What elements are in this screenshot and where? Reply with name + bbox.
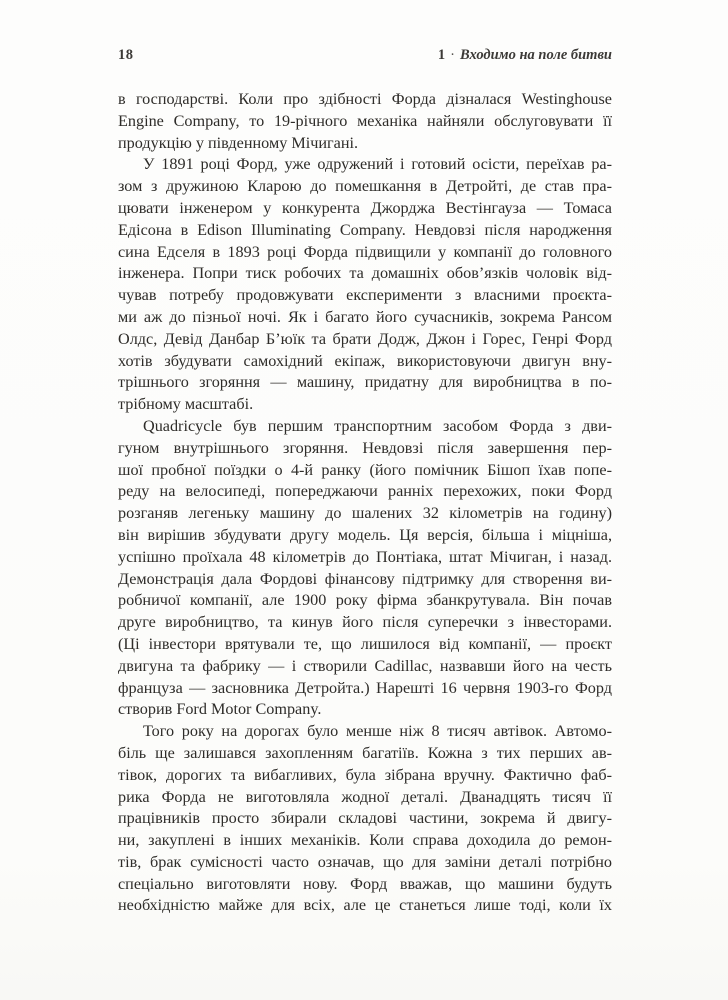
text-line: робничої компанії, але 1900 року фірма збанкрутувала. Він почав xyxy=(118,591,612,610)
text-line: Олдс, Девід Данбар Б’юїк та брати Додж, Джон і Горес, Генрі Форд xyxy=(118,329,612,348)
page-body xyxy=(118,89,612,917)
text-line: розганяв легеньку машину до шалених 32 кілометрів на годину) xyxy=(118,504,612,523)
paragraph xyxy=(118,721,612,917)
text-line: Того року на дорогах було менше ніж 8 тисяч автівок. Автомо- xyxy=(143,722,612,741)
text-line: він вирішив збудувати другу модель. Ця версія, більша і міцніша, xyxy=(118,525,612,544)
paragraph xyxy=(118,154,612,416)
text-line: хотів збудувати самохідний екіпаж, використовуючи двигун вну- xyxy=(118,351,612,370)
text-line: друге виробництво, та кинув його після суперечки з інвесторами. xyxy=(118,613,612,632)
text-line: чував потребу продовжувати експерименти з власними проєкта- xyxy=(118,286,612,305)
text-line: створив Ford Motor Company. xyxy=(118,700,322,719)
text-line: реду на велосипеді, попереджаючи ранніх перехожих, поки Форд xyxy=(118,482,612,501)
text-line: біль ще залишався захопленням багатіїв. Кожна з тих перших ав- xyxy=(118,743,612,762)
text-line: ни, закуплені в інших механіків. Коли справа доходила до ремон- xyxy=(118,831,612,850)
text-line: інженера. Попри тиск робочих та домашніх обов’язків чоловік від- xyxy=(118,264,612,283)
text-line: цювати інженером у конкурента Джорджа Вестінгауза — Томаса xyxy=(118,198,612,217)
running-header xyxy=(118,47,612,64)
text-line: працівників просто збирали складові частини, зокрема й двигу- xyxy=(118,809,612,828)
text-line: француза — засновника Детройта.) Нарешті 16 червня 1903-го Форд xyxy=(118,678,612,697)
text-line: У 1891 році Форд, уже одружений і готовий осісти, переїхав ра- xyxy=(143,155,612,174)
text-line: сина Едселя в 1893 році Форда підвищили у компанії до головного xyxy=(118,242,612,261)
text-line: шої пробної поїздки о 4-й ранку (його помічник Бішоп їхав попе- xyxy=(118,460,612,479)
text-line: гуном внутрішнього згоряння. Невдовзі після завершення пер- xyxy=(118,438,612,457)
text-line: Едісона в Edison Illuminating Company. Невдовзі після народження xyxy=(118,220,612,239)
chapter-title: Входимо на поле битви xyxy=(460,47,612,63)
chapter-header xyxy=(438,47,612,64)
header-separator: · xyxy=(450,47,456,63)
text-line: (Ці інвестори врятували те, що лишилося від компанії, — проєкт xyxy=(118,634,612,653)
paragraph xyxy=(118,89,612,154)
text-line: Engine Company, то 19-річного механіка найняли обслуговувати її xyxy=(118,111,612,130)
chapter-number: 1 xyxy=(437,47,446,63)
text-line: тів, брак сумісності часто означав, що для заміни деталі потрібно xyxy=(118,852,612,871)
text-line: Quadricycle був першим транспортним засобом Форда з дви- xyxy=(143,416,612,435)
text-line: в господарстві. Коли про здібності Форда дізналася Westinghouse xyxy=(118,90,612,108)
text-line: необхідністю майже для всіх, але це станеться лише тоді, коли їх xyxy=(118,896,612,915)
text-line: ми аж до пізньої ночі. Як і багато його сучасників, зокрема Рансом xyxy=(118,307,612,326)
text-line: зом з дружиною Кларою до помешкання в Детройті, де став пра- xyxy=(118,177,612,196)
text-line: рика Форда не виготовляла жодної деталі. Дванадцять тисяч її xyxy=(118,787,612,806)
text-line: двигуна та фабрику — і створили Cadillac, назвавши його на честь xyxy=(118,656,612,675)
text-line: трібному масштабі. xyxy=(118,395,254,414)
paragraph xyxy=(118,416,612,721)
text-line: продукцію у південному Мічигані. xyxy=(118,133,359,152)
text-line: тівок, дорогих та вибагливих, була зібрана вручну. Фактично фаб- xyxy=(118,765,612,784)
text-line: трішнього згоряння — машину, придатну для виробництва в по- xyxy=(118,373,612,392)
page-number: 18 xyxy=(118,47,134,63)
text-line: спеціально виготовляти нову. Форд вважав, що машини будуть xyxy=(118,874,612,893)
text-line: успішно проїхала 48 кілометрів до Понтіака, штат Мічиган, і назад. xyxy=(118,547,612,566)
text-line: Демонстрація дала Фордові фінансову підтримку для створення ви- xyxy=(118,569,612,588)
